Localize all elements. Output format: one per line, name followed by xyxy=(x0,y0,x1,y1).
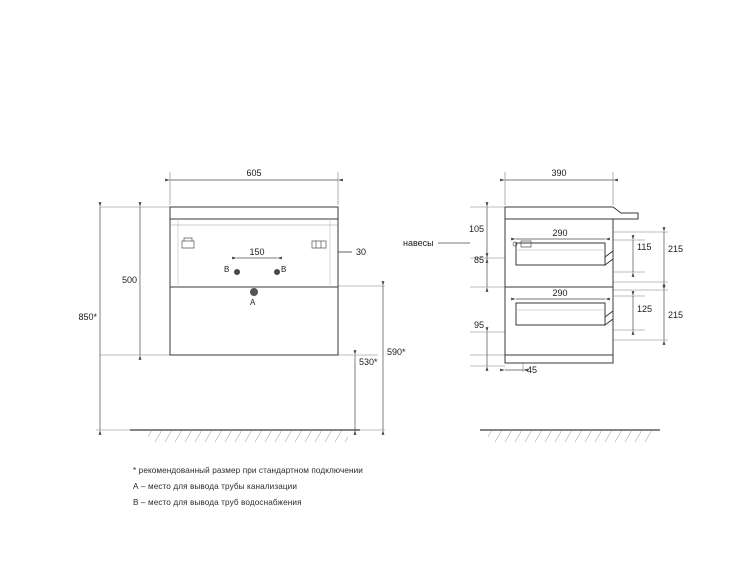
dim-width-605 xyxy=(170,168,338,180)
callout-navesy xyxy=(403,238,470,248)
note-line-1: * рекомендованный размер при стандартном подключении xyxy=(133,466,363,475)
marker-b-left-label: B xyxy=(224,265,230,274)
dim-label-95: 95 xyxy=(473,320,484,330)
marker-b-right-dot xyxy=(274,269,280,275)
dim-label-290-upper: 290 xyxy=(552,228,568,238)
dim-offset-30 xyxy=(338,247,366,257)
dim-height-590 xyxy=(383,286,406,430)
dim-label-width-605: 605 xyxy=(246,168,262,178)
dim-height-850 xyxy=(78,207,100,430)
dim-side-right-115 xyxy=(633,240,651,272)
dim-label-125: 125 xyxy=(637,304,653,314)
dim-label-45: 45 xyxy=(527,365,538,375)
dim-label-150: 150 xyxy=(249,247,265,257)
side-view-group xyxy=(469,168,683,442)
marker-a-dot xyxy=(250,288,258,296)
dim-label-530: 530* xyxy=(359,357,378,367)
front-floor-hatch xyxy=(148,431,348,442)
dim-label-85: 85 xyxy=(473,255,484,265)
dim-side-right-215-upper xyxy=(664,232,683,282)
front-cabinet-outline xyxy=(170,207,338,355)
dim-side-45 xyxy=(505,365,537,375)
front-view-group xyxy=(78,168,406,442)
dim-height-500 xyxy=(122,207,140,355)
dim-side-right-215-lower xyxy=(664,290,683,340)
marker-b-left-dot xyxy=(234,269,240,275)
dim-side-left-85 xyxy=(474,255,487,287)
dim-height-530 xyxy=(355,355,378,430)
dim-label-590: 590* xyxy=(387,347,406,357)
dim-label-105: 105 xyxy=(468,224,484,234)
dim-side-left-105 xyxy=(469,207,487,258)
dim-label-390: 390 xyxy=(551,168,567,178)
dim-side-left-95 xyxy=(474,320,487,366)
dim-depth-390 xyxy=(505,168,613,180)
dim-label-290-lower: 290 xyxy=(552,288,568,298)
note-line-3: В – место для вывода труб водоснабжения xyxy=(133,498,302,507)
dim-label-215-upper: 215 xyxy=(668,244,684,254)
marker-b-right-label: B xyxy=(281,265,287,274)
note-line-2: А – место для вывода трубы канализации xyxy=(133,482,297,491)
dim-label-115: 115 xyxy=(637,242,652,252)
legend-notes xyxy=(133,463,553,511)
dim-label-30: 30 xyxy=(356,247,367,257)
dim-label-850: 850* xyxy=(78,312,97,322)
dim-label-500: 500 xyxy=(121,275,137,285)
marker-a-label: A xyxy=(250,298,256,307)
dim-side-right-125 xyxy=(633,296,652,330)
side-cabinet-outline xyxy=(505,207,638,363)
dim-label-215-lower: 215 xyxy=(668,310,684,320)
side-floor-hatch xyxy=(488,431,653,442)
callout-label: навесы xyxy=(403,238,434,248)
